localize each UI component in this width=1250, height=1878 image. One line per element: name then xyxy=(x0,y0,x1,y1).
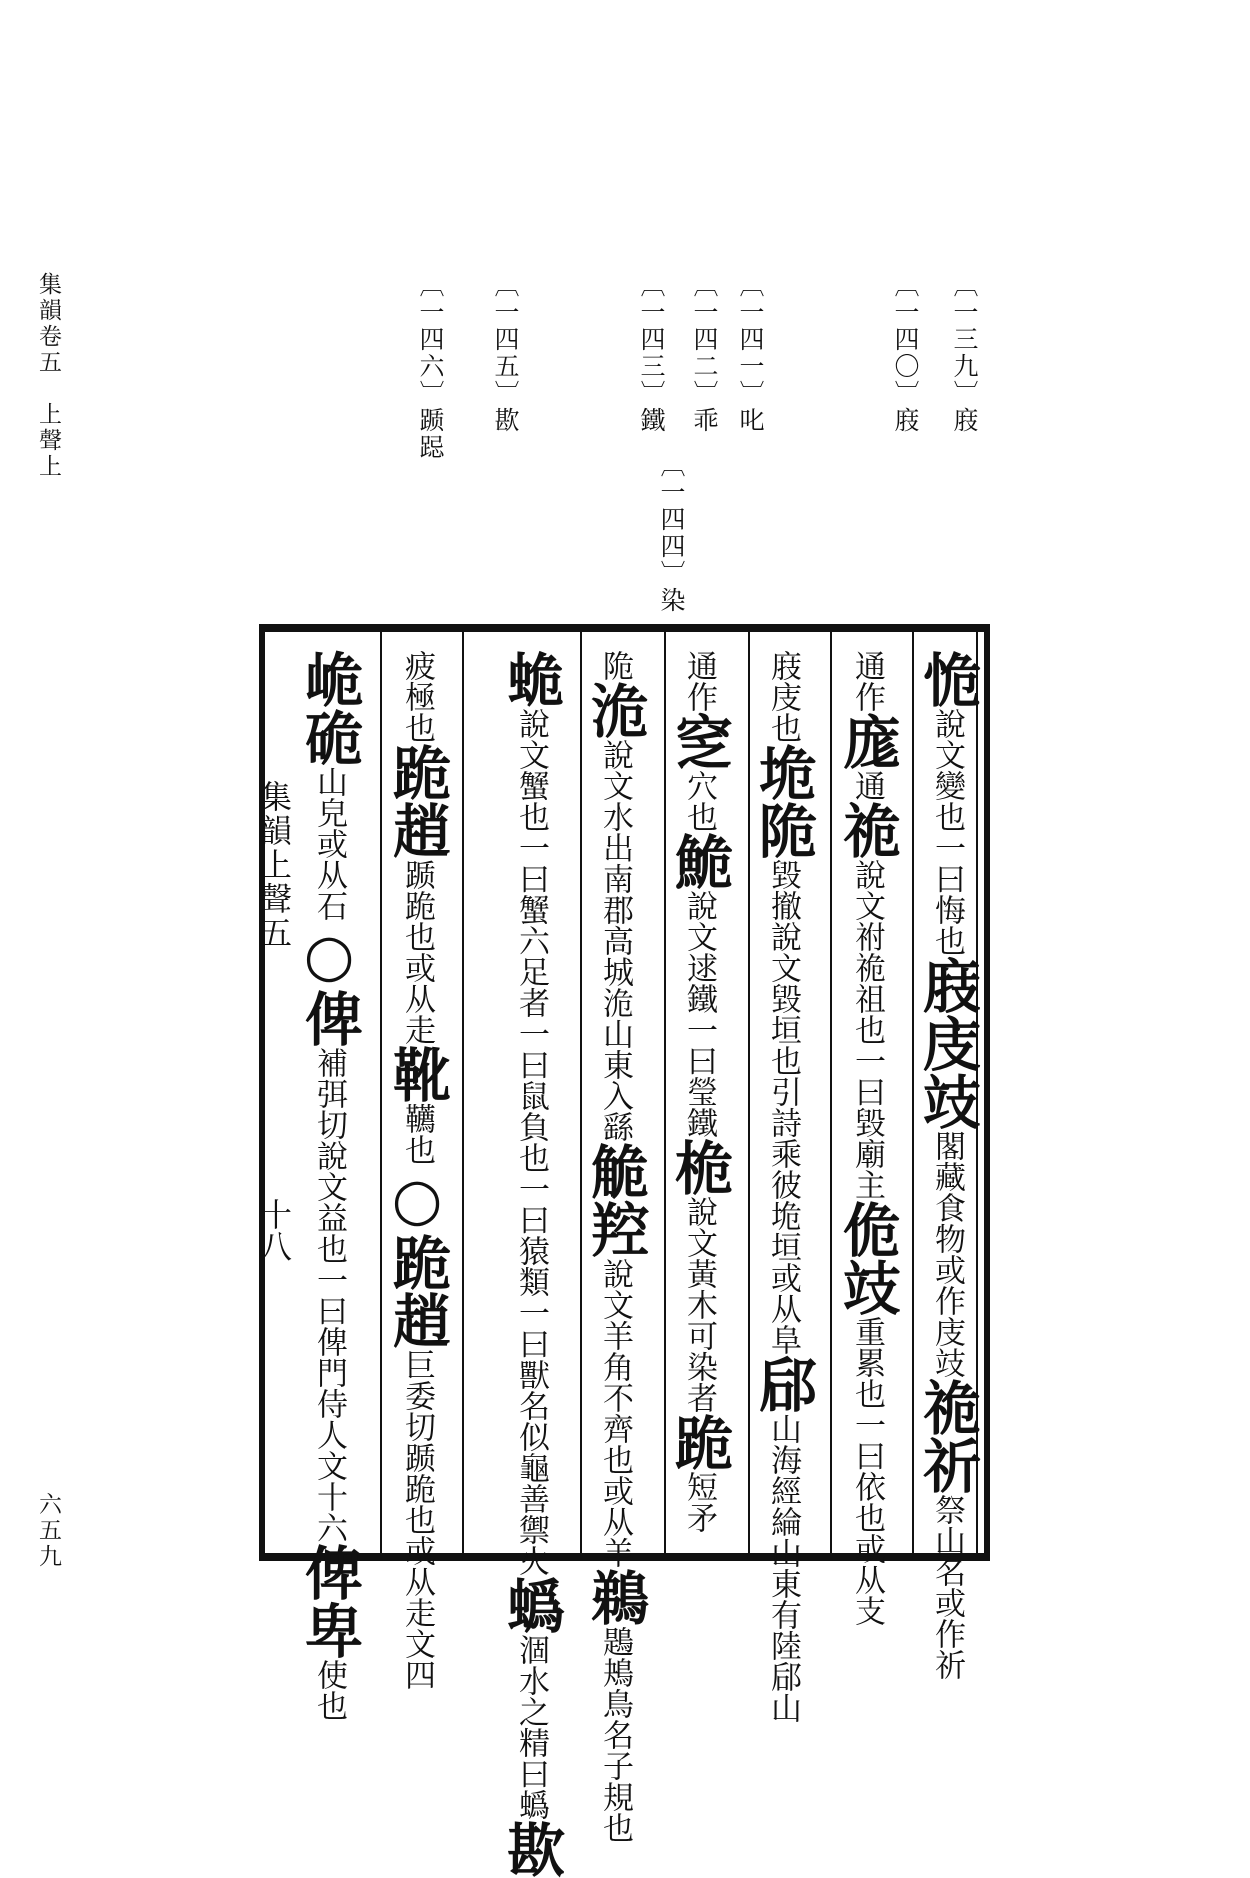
text-column xyxy=(913,650,981,1680)
text-column xyxy=(749,650,817,1723)
gloss-text: 通 xyxy=(849,770,885,801)
gloss-text: 巨委切踬跪也或从走文四 xyxy=(399,1349,435,1690)
headword: 祪祈 xyxy=(913,1378,981,1494)
text-column xyxy=(581,650,649,1843)
headword: 蟡 xyxy=(497,1576,565,1634)
gloss-text: 通作 xyxy=(681,650,717,712)
gloss-text: 說文祔祪祖也一曰毀廟主 xyxy=(849,859,885,1200)
headword: 庬 xyxy=(833,712,901,770)
gloss-text: 使也 xyxy=(311,1659,347,1721)
note: 〔一四六〕踬跽 xyxy=(416,272,445,461)
headword: 祪 xyxy=(833,801,901,859)
gloss-text: 毀撤說文毀垣也引詩乘彼垝垣或从阜 xyxy=(765,859,801,1355)
gloss-text: 說文水出南郡高城洈山東入繇 xyxy=(597,739,633,1142)
gloss-text: 說文逑鐵一曰瑩鐵 xyxy=(681,890,717,1138)
gloss-text: 說文黃木可染者 xyxy=(681,1196,717,1413)
text-column xyxy=(497,650,565,1878)
headword: 佹攱 xyxy=(833,1200,901,1316)
headword: 桅 xyxy=(665,1138,733,1196)
gloss-text: 重累也一曰依也或从支 xyxy=(849,1316,885,1626)
column-rule xyxy=(580,624,582,1561)
headword: 跪 xyxy=(665,1413,733,1471)
headword: 垝陒 xyxy=(749,743,817,859)
text-column xyxy=(833,650,901,1626)
gloss-text: 山皃或从石 xyxy=(311,766,347,921)
headword: ○跪趙 xyxy=(383,1165,451,1349)
fold-leaf: 十八 xyxy=(255,1198,293,1262)
gloss-text: 通作 xyxy=(849,650,885,712)
gloss-text: 穴也 xyxy=(681,770,717,832)
gloss-text: 也 xyxy=(765,712,801,743)
gloss-text: 閣藏食物或作庋攱 xyxy=(929,1130,965,1378)
gloss-text: 涸水之精曰蟡 xyxy=(513,1634,549,1820)
headword: 鵜 xyxy=(581,1568,649,1626)
headword: 峗硊 xyxy=(295,650,363,766)
gloss-text: 祭山名或作祈 xyxy=(929,1494,965,1680)
note: 〔一四二〕乖 xyxy=(690,272,719,434)
headword: 歁 xyxy=(497,1820,565,1878)
column-rule xyxy=(830,624,832,1561)
note: 〔一四三〕鐵 xyxy=(637,272,666,434)
note: 〔一四五〕歁 xyxy=(491,272,520,434)
gloss-text: 說文羊角不齊也或从羊 xyxy=(597,1258,633,1568)
gloss-text: 短矛 xyxy=(681,1471,717,1533)
gloss-text: 說文蟹也一曰蟹六足者一曰鼠負也一曰猿類一曰獸名似龜善禦火 xyxy=(513,708,549,1576)
column-rule xyxy=(462,624,464,1561)
headword: 鮠 xyxy=(665,832,733,890)
headword: 跪趙 xyxy=(383,743,451,859)
margin-title: 集韻卷五 上聲上 xyxy=(35,272,61,480)
headword: 蛫 xyxy=(497,650,565,708)
gloss-text: 鶗鴂鳥名子規也 xyxy=(597,1626,633,1843)
text-column xyxy=(665,650,733,1533)
note: 〔一四四〕染 xyxy=(657,452,686,614)
gloss-text: 韉也 xyxy=(399,1103,435,1165)
headword: 洈 xyxy=(581,681,649,739)
gloss-text: 庪庋 xyxy=(765,650,801,712)
note: 〔一三九〕庪 xyxy=(950,272,979,434)
text-column xyxy=(295,650,363,1721)
headword: 郈 xyxy=(749,1355,817,1413)
gloss-text: 陒 xyxy=(597,650,633,681)
gloss-text: 踬跪也或从走 xyxy=(399,859,435,1045)
note: 〔一四一〕叱 xyxy=(736,272,765,434)
headword: 觤羫 xyxy=(581,1142,649,1258)
headword: 庪庋攱 xyxy=(913,956,981,1130)
text-column xyxy=(383,650,451,1690)
gloss-text: 山海經綸山東有陸郈山 xyxy=(765,1413,801,1723)
column-rule xyxy=(380,624,382,1561)
gloss-text: 說文變也一曰悔也 xyxy=(929,708,965,956)
headword: 窆 xyxy=(665,712,733,770)
fold-title: 集韻上聲五 xyxy=(255,780,293,950)
gloss-text: 疲極也 xyxy=(399,650,435,743)
headword: 靴 xyxy=(383,1045,451,1103)
headword: ○俾 xyxy=(295,921,363,1047)
page-number: 六五九 xyxy=(35,1492,61,1570)
headword: 恑 xyxy=(913,650,981,708)
gloss-text: 補弭切說文益也一曰俾門侍人文十六 xyxy=(311,1047,347,1543)
note: 〔一四〇〕庪 xyxy=(891,272,920,434)
headword: 俾卑 xyxy=(295,1543,363,1659)
